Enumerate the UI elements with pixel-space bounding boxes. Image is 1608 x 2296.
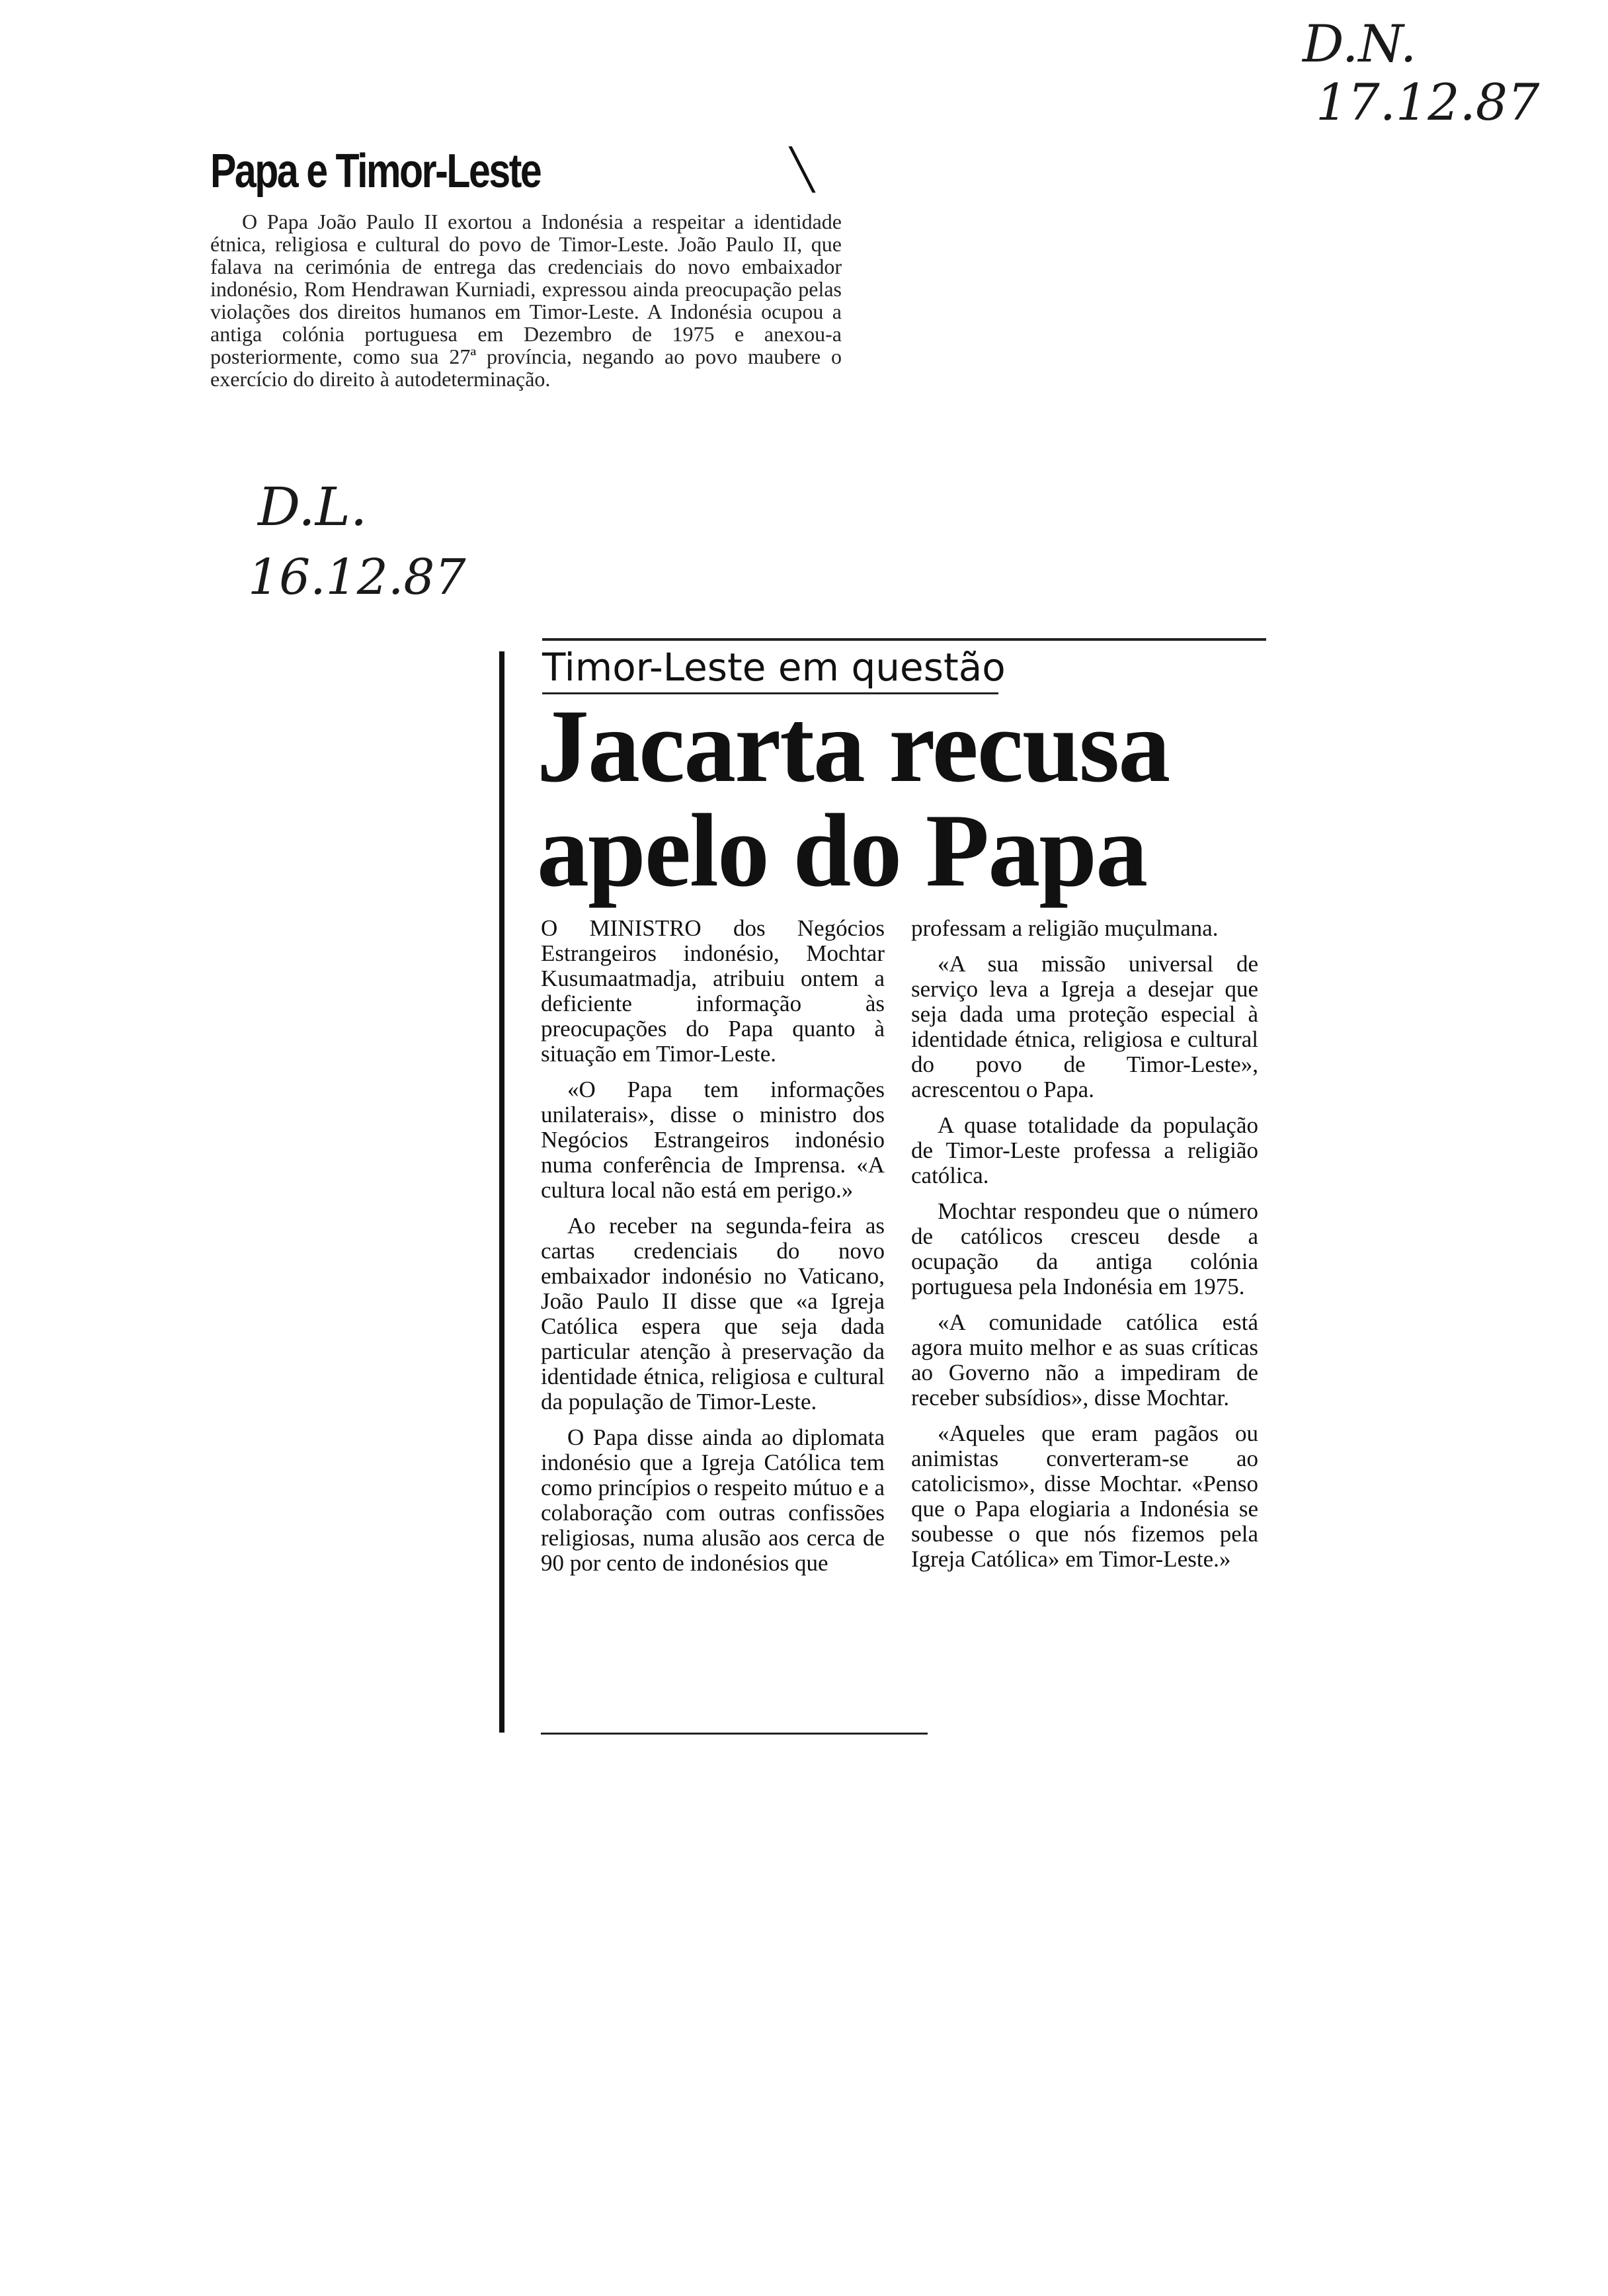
right-paragraph: «A comunidade católica está agora muito melhor e as suas críticas ao Governo não a impediram de receber subsídios», disse Mochtar. bbox=[911, 1309, 1258, 1411]
clipping-1-body: O Papa João Paulo II exortou a Indonésia a respeitar a identidade étnica, religiosa e cultural do povo de Timor-Leste. João Paulo II, que falava na cerimónia de entrega das credenciais do novo embaixador indonésio, Rom Hendrawan Kurniadi, expressou ainda preocupação pelas violações dos direitos humanos em Timor-Leste. A Indonésia ocupou a antiga colónia portuguesa em Dezembro de 1975 e anexou-a posteriormente, como sua 27ª província, negando ao povo maubere o exercício do direito à autodeterminação. bbox=[210, 210, 842, 391]
clipping-2-bottom-rule bbox=[541, 1733, 928, 1735]
handwritten-source-note-dn: D.N. bbox=[1303, 15, 1417, 74]
left-paragraph: O Papa disse ainda ao diplomata indonésio que a Igreja Católica tem como princípios o respeito mútuo e a colaboração com outras confissões religiosas, numa alusão aos cerca de 90 por cento de indonésios que bbox=[541, 1424, 885, 1576]
clipping-2-left-column bbox=[541, 916, 885, 1586]
clipping-2-headline bbox=[537, 688, 1277, 909]
right-paragraph: «A sua missão universal de serviço leva a Igreja a desejar que seja dada uma proteção especial à identidade étnica, religiosa e cultural do povo de Timor-Leste», acrescentou o Papa. bbox=[911, 951, 1258, 1102]
right-paragraph: A quase totalidade da população de Timor-Leste professa a religião católica. bbox=[911, 1112, 1258, 1188]
clipping-2-top-rule bbox=[542, 638, 1266, 641]
handwritten-date-note-dn: 17.12.87 bbox=[1316, 73, 1540, 132]
right-paragraph: «Aqueles que eram pagãos ou animistas converteram-se ao catolicismo», disse Mochtar. «Penso que o Papa elogiaria a Indonésia se soubesse o que nós fizemos pela Igreja Católica» em Timor-Leste.» bbox=[911, 1420, 1258, 1572]
left-paragraph: «O Papa tem informações unilaterais», disse o ministro dos Negócios Estrangeiros indonésio numa conferência de Imprensa. «A cultura local não está em perigo.» bbox=[541, 1077, 885, 1203]
clipping-1-headline: Papa e Timor-Leste bbox=[210, 145, 541, 198]
left-paragraph: O MINISTRO dos Negócios Estrangeiros indonésio, Mochtar Kusumaatmadja, atribuiu ontem a deficiente informação às preocupações do Papa quanto à situação em Timor-Leste. bbox=[541, 915, 885, 1067]
left-paragraph: Ao receber na segunda-feira as cartas credenciais do novo embaixador indonésio no Vaticano, João Paulo II disse que «a Igreja Católica espera que seja dada particular atenção à preservação da identidade étnica, religiosa e cultural da população de Timor-Leste. bbox=[541, 1213, 885, 1414]
clipping-2-kicker: Timor-Leste em questão bbox=[542, 645, 1006, 690]
clipping-2-headline-line-1: Jacarta recusa bbox=[537, 688, 1170, 804]
clipping-2-side-bar bbox=[499, 651, 504, 1733]
pen-mark-icon: ╲ bbox=[790, 147, 815, 193]
handwritten-date-note-dl: 16.12.87 bbox=[248, 549, 466, 606]
clipping-2-headline-line-2: apelo do Papa bbox=[537, 793, 1147, 909]
handwritten-source-note-dl: D.L. bbox=[258, 476, 368, 538]
right-paragraph: Mochtar respondeu que o número de católicos cresceu desde a ocupação da antiga colónia portuguesa pela Indonésia em 1975. bbox=[911, 1198, 1258, 1299]
clipping-2-right-column bbox=[911, 916, 1258, 1582]
right-paragraph: professam a religião muçulmana. bbox=[911, 915, 1219, 941]
